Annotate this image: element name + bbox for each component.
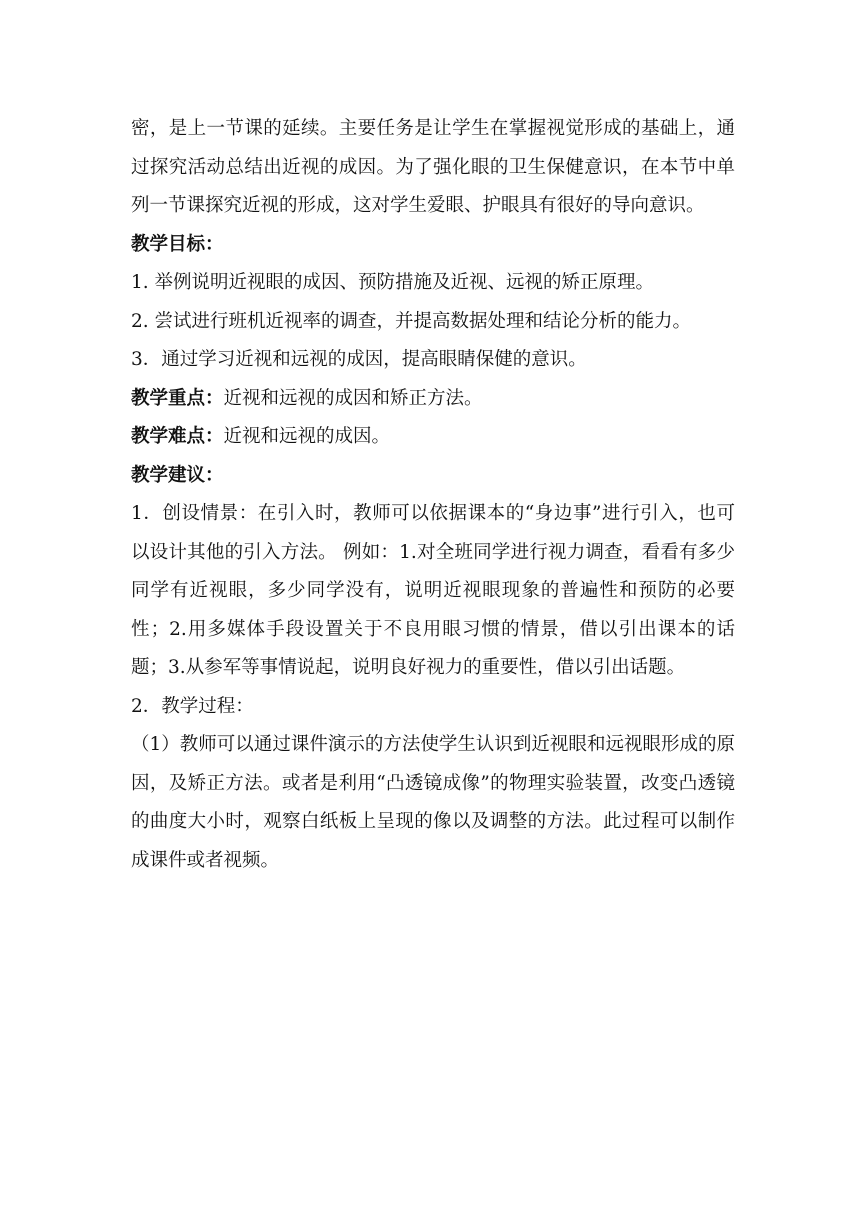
key-point-line [131,380,735,419]
difficulty-text: 近视和远视的成因。 [223,426,391,447]
key-point-label: 教学重点： [131,387,224,409]
suggestions-heading: 教学建议： [131,464,224,486]
suggestion-item-2: 2．教学过程： [131,695,254,717]
document-page [131,110,735,880]
suggestion-sub-1: （1）教师可以通过课件演示的方法使学生认识到近视眼和远视眼形成的原因，及矫正方法。或者是利用“凸透镜成像”的物理实验装置，改变凸透镜的曲度大小时，观察白纸板上呈现的像以及调整的方法。此过程可以制作成课件或者视频。 [131,734,735,871]
key-point-text: 近视和远视的成因和矫正方法。 [223,387,483,409]
objective-item-3: 3．通过学习近视和远视的成因，提高眼睛保健的意识。 [131,349,587,370]
difficulty-label: 教学难点： [131,426,224,447]
difficulty-line [131,418,735,457]
intro-paragraph: 密，是上一节课的延续。主要任务是让学生在掌握视觉形成的基础上，通过探究活动总结出近视的成因。为了强化眼的卫生保健意识，在本节中单列一节课探究近视的形成，这对学生爱眼、护眼具有很好的导向意识。 [131,118,735,216]
objective-item-2: 2. 尝试进行班机近视率的调查，并提高数据处理和结论分析的能力。 [131,310,692,332]
objective-item-1: 1. 举例说明近视眼的成因、预防措施及近视、远视的矫正原理。 [131,272,655,293]
objectives-heading: 教学目标： [131,233,224,255]
suggestion-item-1: 1．创设情景：在引入时，教师可以依据课本的“身边事”进行引入，也可以设计其他的引入方法。 例如：1.对全班同学进行视力调查，看看有多少同学有近视眼，多少同学没有，说明近视眼现象的普遍性和预防的必要性；2.用多媒体手段设置关于不良用眼习惯的情景，借以引出课本的话题；3.从参军等事情说起，说明良好视力的重要性，借以引出话题。 [131,503,735,678]
